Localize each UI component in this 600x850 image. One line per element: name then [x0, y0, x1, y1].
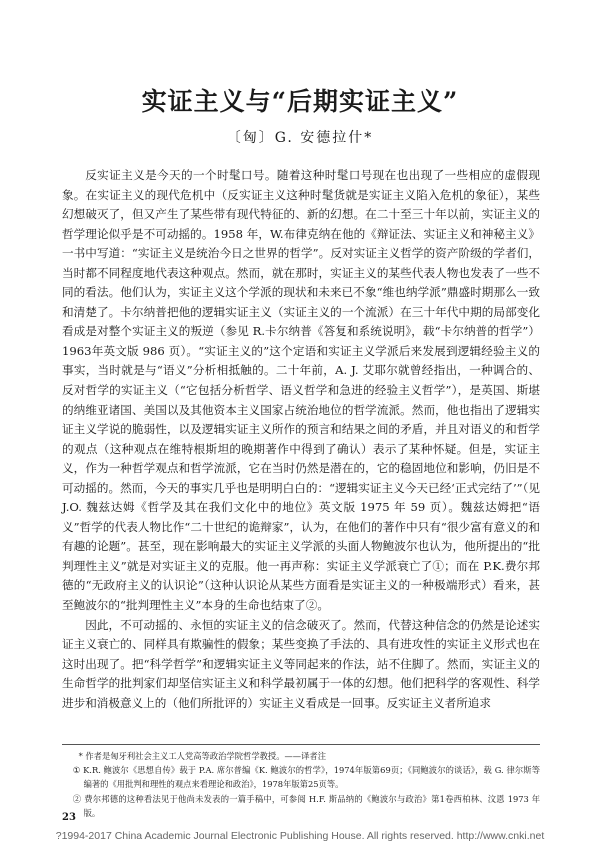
article-title: 实证主义与“后期实证主义”	[141, 87, 459, 116]
footnote-1: ① K.R. 鲍波尔《思想自传》载于 P.A. 席尔普编《K. 鲍波尔的哲学》，1974年版第69页；《同鲍波尔的谈话》，载 G. 律尔斯等编著的《用批判和理性的观点来看理论和政治》，1978年版第25页等。	[72, 765, 540, 790]
author-footnote: * 作者是匈牙利社会主义工人党高等政治学院哲学教授。——译者注	[78, 751, 326, 761]
footnote-2: ② 费尔邦德的这种看法见于他尚未发表的一篇手稿中，可参阅 H.F. 斯品纳的《鲍波尔与政治》第1卷西柏林、汶恩 1973 年版。	[72, 793, 540, 818]
page-number: 23	[62, 812, 76, 823]
footnote-divider	[62, 744, 540, 745]
article-author: 〔匈〕G. 安德拉什*	[226, 130, 374, 146]
body-paragraph: 反实证主义是今天的一个时髦口号。随着这种时髦口号现在也出现了一些相应的虚假现象。在实证主义的现代危机中（反实证主义这种时髦货就是实证主义陷入危机的象征），某些幻想破灭了，但又产生了某些带有现代特征的、新的幻想。在二十至三十年以前，实证主义的哲学理论似乎是不可动摇的。1958 年，W.布律克纳在他的《辩证法、实证主义和神秘主义》一书中写道：“实证主义是统治今日之世界的哲学”。反对实证主义哲学的资产阶级的学者们，当时都不同程度地代表这种观点。然而，就在那时，实证主义的某些代表人物也发表了一些不同的看法。他们认为，实证主义这个学派的现状和未来已不象“维也纳学派”鼎盛时期那么一致和清楚了。卡尔纳普把他的逻辑实证主义（实证主义的一个流派）在三十年代中期的局部变化看成是对整个实证主义的叛逆（参见 R.卡尔纳普《答复和系统说明》，载“卡尔纳普的哲学”）1963年英文版 986 页）。“实证主义的”这个定语和实证主义学派后来发展到逻辑经验主义的事实，当时就是与“语义”分析相抵触的。二十年前，A. J. 艾耶尔就曾经指出，一种调合的、反对哲学的实证主义（“它包括分析哲学、语义哲学和急进的经验主义哲学”），是英国、斯堪的纳维亚诸国、美国以及其他资本主义国家占统治地位的哲学流派。然而，他也指出了逻辑实证主义学说的脆弱性，以及逻辑实证主义所作的预言和结果之间的矛盾，并且对语义的和哲学的观点（这种观点在维特根斯坦的晚期著作中得到了确认）表示了某种怀疑。但是，实证主义，作为一种哲学观点和哲学流派，它在当时仍然是潜在的，它的稳固地位和影响，仍旧是不可动摇的。然而，今天的事实几乎也是明明白白的：“逻辑实证主义今天已经‘正式完结了’”（见 J.O. 魏兹达姆《哲学及其在我们文化中的地位》英文版 1975 年 59 页）。魏兹达姆把“语义”哲学的代表人物比作“二十世纪的诡辩家”，认为，在他们的著作中只有“很少富有意义的和有趣的论题”。甚至，现在影响最大的实证主义学派的头面人物鲍波尔也认为，他所提出的“批判理性主义”就是对实证主义的克服。他一再声称：实证主义学派衰亡了①；而在 P.K.费尔邦德的“无政府主义的认识论”（这种认识论从某些方面看是实证主义的一种极端形式）看来，甚至鲍波尔的“批判理性主义”本身的生命也结束了②。	[62, 168, 540, 613]
article-body	[62, 166, 540, 713]
body-paragraph: 因此，不可动摇的、永恒的实证主义的信念破灭了。然而，代替这种信念的仍然是论述实证主义衰亡的、同样具有欺骗性的假象；某些变换了手法的、具有进攻性的实证主义形式也在这时出现了。把“科学哲学”和逻辑实证主义等同起来的作法，站不住脚了。然而，实证主义的生命哲学的批判家们却坚信实证主义和科学最初属于一体的幻想。他们把科学的客观性、科学进步和消极意义上的（他们所批评的）实证主义看成是一回事。反实证主义者所追求	[62, 617, 540, 710]
copyright-watermark: ?1994-2017 China Academic Journal Electronic Publishing House. All rights reserved. http://www.cnki.net	[55, 830, 545, 842]
footnotes	[62, 749, 540, 820]
